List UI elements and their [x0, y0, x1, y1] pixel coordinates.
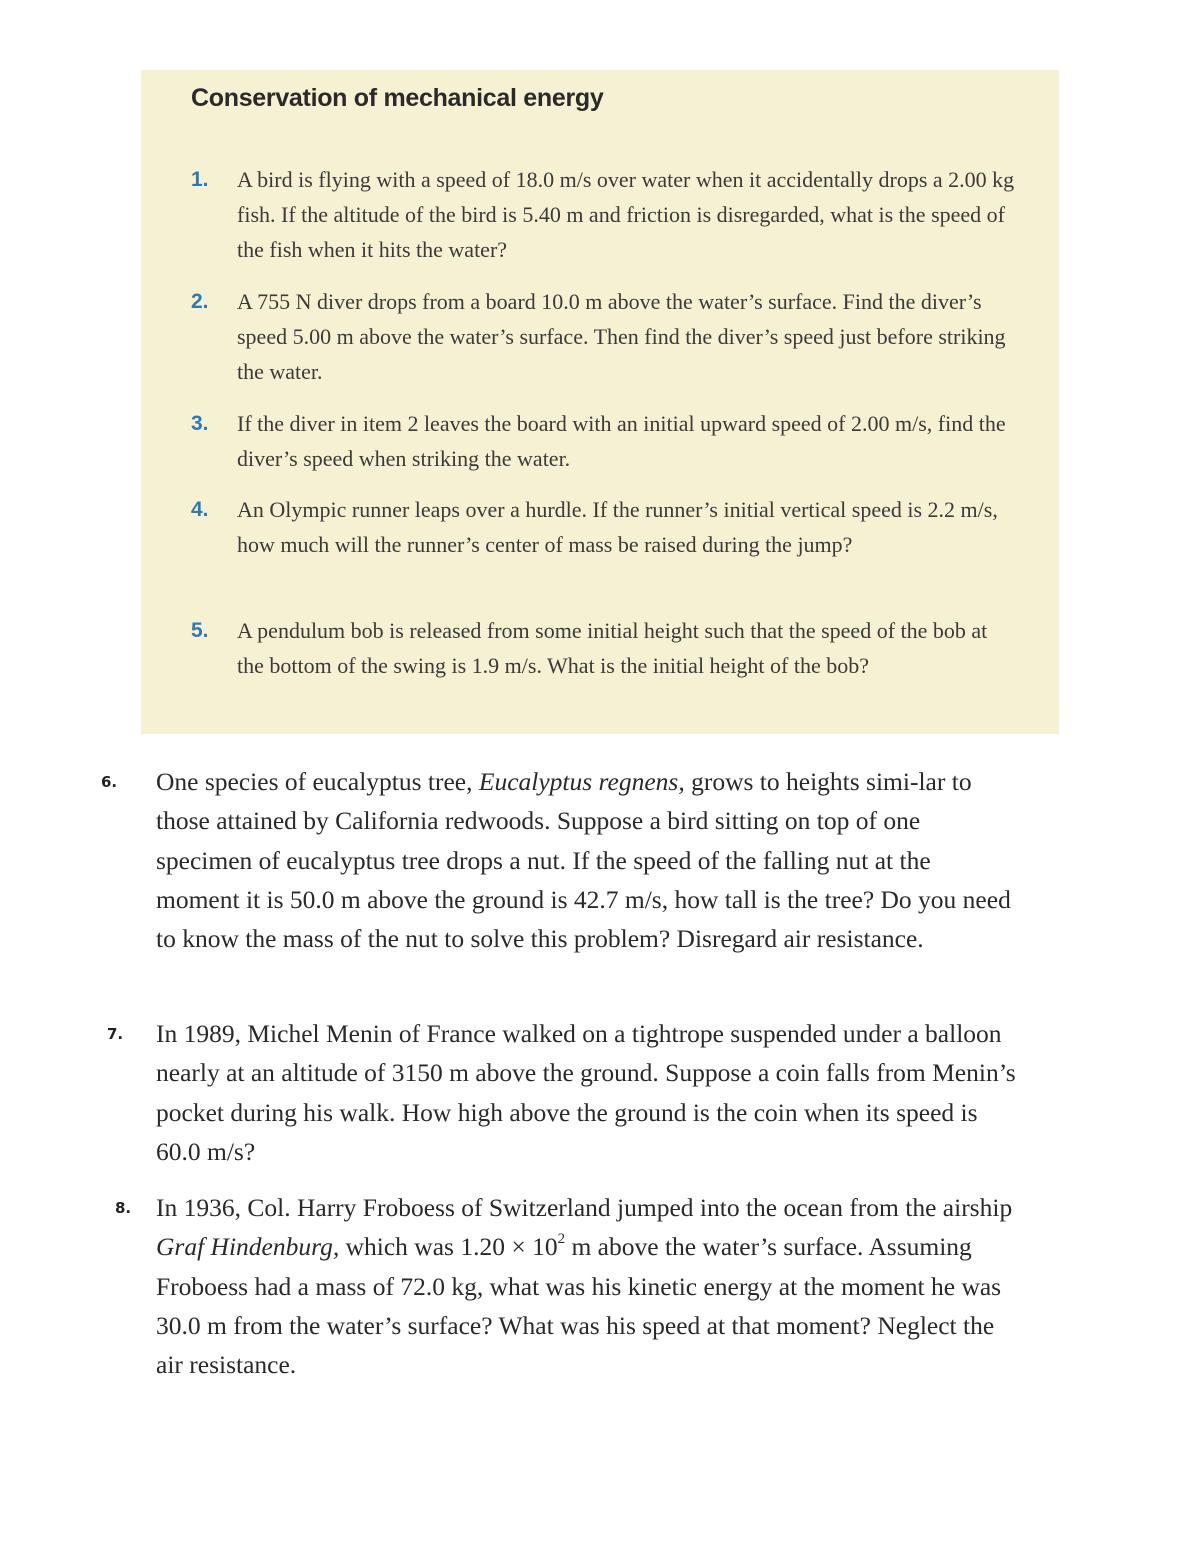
practice-problems-box: [141, 70, 1059, 734]
problem-text: An Olympic runner leaps over a hurdle. If the runner’s initial vertical speed is 2.2 m/s, how much will the runner’s center of mass be raised during the jump?: [237, 497, 998, 557]
problem-number: 1.: [191, 168, 209, 191]
problem-text: [156, 1188, 1016, 1384]
exponent: 2: [557, 1231, 566, 1248]
problem-text: A pendulum bob is released from some initial height such that the speed of the bob at the bottom of the swing is 1.9 m/s. What is the initial height of the bob?: [237, 618, 988, 678]
problem-text-end: m above the water’s surface. Assuming Froboess had a mass of 72.0 kg, what was his kinetic energy at the moment he was 30.0 m from the water’s surface? What was his speed at that moment? Neglect the air resistance.: [156, 1232, 1002, 1380]
problem-number: 8.: [115, 1199, 132, 1217]
airship-name: Graf Hindenburg,: [156, 1232, 340, 1262]
problem-text: In 1989, Michel Menin of France walked on a tightrope suspended under a balloon nearly at an altitude of 3150 m above the ground. Suppose a coin falls from Menin’s pocket during his walk. How high above the ground is the coin when its speed is 60.0 m/s?: [156, 1019, 1016, 1166]
problem-text-start: In 1936, Col. Harry Froboess of Switzerland jumped into the ocean from the airship: [156, 1193, 1013, 1222]
problem-number: 2.: [191, 290, 209, 313]
problem-text: A 755 N diver drops from a board 10.0 m above the water’s surface. Find the diver’s speed 5.00 m above the water’s surface. Then find the diver’s speed just before striking the water.: [237, 289, 1006, 384]
problem-text: If the diver in item 2 leaves the board with an initial upward speed of 2.00 m/s, find the diver’s speed when striking the water.: [237, 411, 1006, 471]
problem-text-start: One species of eucalyptus tree,: [156, 767, 479, 796]
problem-number: 6.: [101, 773, 118, 791]
problem-text: A bird is flying with a speed of 18.0 m/s over water when it accidentally drops a 2.00 kg fish. If the altitude of the bird is 5.40 m and friction is disregarded, what is the speed of the fish when it hits the water?: [237, 167, 1015, 262]
species-name: Eucalyptus regnens,: [478, 767, 685, 796]
problem-text-end: grows to heights simi-lar to those attained by California redwoods. Suppose a bird sitting on top of one specimen of eucalyptus tree drops a nut. If the speed of the falling nut at the moment it is 50.0 m above the ground is 42.7 m/s, how tall is the tree? Do you need to know the mass of the nut to solve this problem? Disregard air resistance.: [156, 767, 1011, 954]
problem-text: [156, 762, 1016, 958]
problem-number: 3.: [191, 412, 209, 435]
problem-number: 5.: [191, 619, 209, 642]
problem-text-middle: which was 1.20 × 10: [339, 1232, 558, 1262]
section-title: Conservation of mechanical energy: [191, 84, 604, 112]
problem-number: 7.: [107, 1025, 124, 1043]
problem-number: 4.: [191, 498, 209, 521]
